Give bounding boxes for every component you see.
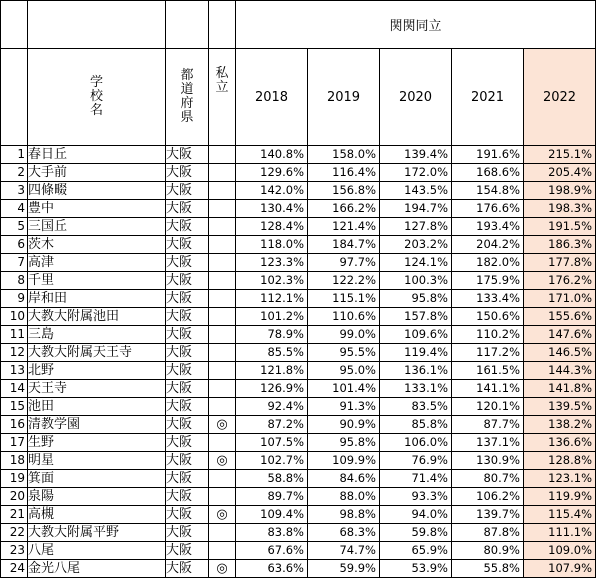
rate-cell-2018[interactable]: 118.0% (236, 236, 308, 254)
table-row (1, 344, 596, 362)
row-number-cell[interactable]: 7 (1, 254, 28, 272)
rate-cell-2019[interactable]: 98.8% (308, 506, 380, 524)
row-number-cell[interactable]: 12 (1, 344, 28, 362)
header-row-columns (1, 49, 596, 146)
rate-cell-2019[interactable]: 97.7% (308, 254, 380, 272)
private-mark-cell[interactable] (209, 434, 236, 452)
table-row (1, 362, 596, 380)
private-mark-cell[interactable] (209, 326, 236, 344)
rate-cell-2022[interactable]: 155.6% (524, 308, 596, 326)
table-row (1, 272, 596, 290)
row-number-cell[interactable]: 11 (1, 326, 28, 344)
prefecture-cell[interactable]: 大阪 (166, 524, 209, 542)
prefecture-cell[interactable]: 大阪 (166, 398, 209, 416)
rate-cell-2022[interactable]: 119.9% (524, 488, 596, 506)
table-row (1, 560, 596, 578)
rate-cell-2020[interactable]: 124.1% (380, 254, 452, 272)
rate-cell-2020[interactable]: 95.8% (380, 290, 452, 308)
school-name-cell[interactable]: 北野 (28, 362, 166, 380)
row-number-cell[interactable]: 18 (1, 452, 28, 470)
rate-cell-2021[interactable]: 117.2% (452, 344, 524, 362)
rate-cell-2019[interactable]: 95.0% (308, 362, 380, 380)
table-row (1, 470, 596, 488)
school-name-cell[interactable]: 箕面 (28, 470, 166, 488)
private-mark-cell[interactable] (209, 146, 236, 164)
rate-cell-2018[interactable]: 67.6% (236, 542, 308, 560)
rate-cell-2021[interactable]: 120.1% (452, 398, 524, 416)
rate-cell-2022[interactable]: 107.9% (524, 560, 596, 578)
rate-cell-2018[interactable]: 129.6% (236, 164, 308, 182)
private-mark-cell[interactable] (209, 290, 236, 308)
rate-cell-2021[interactable]: 193.4% (452, 218, 524, 236)
prefecture-header-text: 都 道 府 県 (180, 68, 194, 125)
private-mark-cell[interactable] (209, 272, 236, 290)
table-row (1, 200, 596, 218)
school-name-cell[interactable]: 高津 (28, 254, 166, 272)
table-row (1, 434, 596, 452)
row-number-cell[interactable]: 15 (1, 398, 28, 416)
private-mark-cell[interactable] (209, 470, 236, 488)
rate-cell-2021[interactable]: 110.2% (452, 326, 524, 344)
rate-cell-2019[interactable]: 121.4% (308, 218, 380, 236)
rate-cell-2018[interactable]: 102.3% (236, 272, 308, 290)
school-name-cell[interactable]: 生野 (28, 434, 166, 452)
row-number-cell[interactable]: 2 (1, 164, 28, 182)
school-name-cell[interactable]: 三島 (28, 326, 166, 344)
prefecture-cell[interactable]: 大阪 (166, 470, 209, 488)
rate-cell-2022[interactable]: 139.5% (524, 398, 596, 416)
rate-cell-2018[interactable]: 87.2% (236, 416, 308, 434)
rate-cell-2022[interactable]: 111.1% (524, 524, 596, 542)
private-mark-cell[interactable] (209, 524, 236, 542)
table-row (1, 506, 596, 524)
rate-cell-2018[interactable]: 78.9% (236, 326, 308, 344)
rate-cell-2019[interactable]: 59.9% (308, 560, 380, 578)
row-number-cell[interactable]: 8 (1, 272, 28, 290)
prefecture-cell[interactable]: 大阪 (166, 506, 209, 524)
private-mark-cell[interactable]: ◎ (209, 506, 236, 524)
rate-cell-2021[interactable]: 191.6% (452, 146, 524, 164)
rate-cell-2020[interactable]: 53.9% (380, 560, 452, 578)
rate-cell-2022[interactable]: 136.6% (524, 434, 596, 452)
rate-cell-2021[interactable]: 106.2% (452, 488, 524, 506)
prefecture-cell[interactable]: 大阪 (166, 344, 209, 362)
rate-cell-2018[interactable]: 102.7% (236, 452, 308, 470)
private-header[interactable] (209, 49, 236, 146)
rate-cell-2021[interactable]: 137.1% (452, 434, 524, 452)
rate-cell-2022[interactable]: 147.6% (524, 326, 596, 344)
row-number-cell[interactable]: 23 (1, 542, 28, 560)
private-mark-cell[interactable] (209, 380, 236, 398)
prefecture-cell[interactable]: 大阪 (166, 326, 209, 344)
rate-cell-2019[interactable]: 166.2% (308, 200, 380, 218)
row-number-cell[interactable]: 4 (1, 200, 28, 218)
row-number-cell[interactable]: 14 (1, 380, 28, 398)
rate-cell-2021[interactable]: 141.1% (452, 380, 524, 398)
private-mark-cell[interactable] (209, 200, 236, 218)
school-name-cell[interactable]: 茨木 (28, 236, 166, 254)
rate-cell-2019[interactable]: 184.7% (308, 236, 380, 254)
table-row (1, 524, 596, 542)
school-name-cell[interactable]: 春日丘 (28, 146, 166, 164)
school-name-cell[interactable]: 四條畷 (28, 182, 166, 200)
row-number-cell[interactable]: 13 (1, 362, 28, 380)
rate-cell-2019[interactable]: 99.0% (308, 326, 380, 344)
rate-cell-2021[interactable]: 87.7% (452, 416, 524, 434)
rate-cell-2018[interactable]: 130.4% (236, 200, 308, 218)
rate-cell-2020[interactable]: 194.7% (380, 200, 452, 218)
rate-cell-2022[interactable]: 141.8% (524, 380, 596, 398)
rate-cell-2020[interactable]: 83.5% (380, 398, 452, 416)
rate-cell-2019[interactable]: 74.7% (308, 542, 380, 560)
prefecture-cell[interactable]: 大阪 (166, 308, 209, 326)
rate-cell-2022[interactable]: 128.8% (524, 452, 596, 470)
rate-cell-2021[interactable]: 87.8% (452, 524, 524, 542)
prefecture-cell[interactable]: 大阪 (166, 542, 209, 560)
rate-cell-2020[interactable]: 109.6% (380, 326, 452, 344)
table-row (1, 416, 596, 434)
rate-cell-2021[interactable]: 130.9% (452, 452, 524, 470)
school-name-cell[interactable]: 清教学園 (28, 416, 166, 434)
prefecture-cell[interactable]: 大阪 (166, 416, 209, 434)
rate-cell-2022[interactable]: 171.0% (524, 290, 596, 308)
rate-cell-2018[interactable]: 140.8% (236, 146, 308, 164)
year-header-2021[interactable]: 2021 (452, 49, 524, 146)
table-row (1, 290, 596, 308)
school-name-cell[interactable]: 明星 (28, 452, 166, 470)
header-cell-empty (1, 49, 28, 146)
rate-cell-2019[interactable]: 101.4% (308, 380, 380, 398)
rate-cell-2019[interactable]: 95.5% (308, 344, 380, 362)
school-name-cell[interactable]: 大手前 (28, 164, 166, 182)
prefecture-cell[interactable]: 大阪 (166, 272, 209, 290)
prefecture-cell[interactable]: 大阪 (166, 236, 209, 254)
row-number-cell[interactable]: 19 (1, 470, 28, 488)
prefecture-cell[interactable]: 大阪 (166, 182, 209, 200)
rate-cell-2022[interactable]: 205.4% (524, 164, 596, 182)
rate-cell-2020[interactable]: 100.3% (380, 272, 452, 290)
private-mark-cell[interactable]: ◎ (209, 416, 236, 434)
rate-cell-2021[interactable]: 204.2% (452, 236, 524, 254)
header-row-group (1, 1, 596, 49)
private-mark-cell[interactable]: ◎ (209, 560, 236, 578)
prefecture-cell[interactable]: 大阪 (166, 488, 209, 506)
rate-cell-2018[interactable]: 121.8% (236, 362, 308, 380)
private-mark-cell[interactable] (209, 182, 236, 200)
rate-cell-2021[interactable]: 161.5% (452, 362, 524, 380)
rate-cell-2019[interactable]: 68.3% (308, 524, 380, 542)
rate-cell-2018[interactable]: 101.2% (236, 308, 308, 326)
table-row (1, 218, 596, 236)
rate-cell-2018[interactable]: 107.5% (236, 434, 308, 452)
rate-cell-2020[interactable]: 127.8% (380, 218, 452, 236)
rate-cell-2020[interactable]: 203.2% (380, 236, 452, 254)
rate-cell-2020[interactable]: 85.8% (380, 416, 452, 434)
rate-cell-2020[interactable]: 76.9% (380, 452, 452, 470)
school-name-cell[interactable]: 泉陽 (28, 488, 166, 506)
prefecture-cell[interactable]: 大阪 (166, 290, 209, 308)
rate-cell-2018[interactable]: 85.5% (236, 344, 308, 362)
rate-cell-2020[interactable]: 94.0% (380, 506, 452, 524)
row-number-cell[interactable]: 21 (1, 506, 28, 524)
rate-cell-2019[interactable]: 122.2% (308, 272, 380, 290)
rate-cell-2019[interactable]: 95.8% (308, 434, 380, 452)
row-number-cell[interactable]: 10 (1, 308, 28, 326)
rate-cell-2019[interactable]: 88.0% (308, 488, 380, 506)
year-header-2020[interactable]: 2020 (380, 49, 452, 146)
prefecture-cell[interactable]: 大阪 (166, 560, 209, 578)
school-name-cell[interactable]: 大教大附属平野 (28, 524, 166, 542)
rate-cell-2022[interactable]: 215.1% (524, 146, 596, 164)
rate-cell-2019[interactable]: 84.6% (308, 470, 380, 488)
table-row (1, 380, 596, 398)
row-number-cell[interactable]: 16 (1, 416, 28, 434)
row-number-cell[interactable]: 1 (1, 146, 28, 164)
rate-cell-2021[interactable]: 55.8% (452, 560, 524, 578)
rate-cell-2022[interactable]: 146.5% (524, 344, 596, 362)
school-name-cell[interactable]: 大教大附属池田 (28, 308, 166, 326)
rate-cell-2019[interactable]: 158.0% (308, 146, 380, 164)
prefecture-cell[interactable]: 大阪 (166, 164, 209, 182)
header-cell-empty (166, 1, 209, 49)
year-header-2018[interactable]: 2018 (236, 49, 308, 146)
rate-cell-2022[interactable]: 176.2% (524, 272, 596, 290)
rate-cell-2022[interactable]: 177.8% (524, 254, 596, 272)
private-mark-cell[interactable] (209, 542, 236, 560)
school-name-header-text: 学 校 名 (89, 75, 103, 118)
table-row (1, 488, 596, 506)
rate-cell-2020[interactable]: 93.3% (380, 488, 452, 506)
school-name-cell[interactable]: 八尾 (28, 542, 166, 560)
rate-cell-2021[interactable]: 154.8% (452, 182, 524, 200)
table-row (1, 398, 596, 416)
row-number-cell[interactable]: 5 (1, 218, 28, 236)
table-row (1, 308, 596, 326)
private-mark-cell[interactable]: ◎ (209, 452, 236, 470)
rate-cell-2018[interactable]: 112.1% (236, 290, 308, 308)
rate-cell-2018[interactable]: 58.8% (236, 470, 308, 488)
row-number-cell[interactable]: 22 (1, 524, 28, 542)
private-header-text: 私 立 (215, 66, 229, 95)
rate-cell-2022[interactable]: 144.3% (524, 362, 596, 380)
rate-cell-2020[interactable]: 106.0% (380, 434, 452, 452)
rate-cell-2022[interactable]: 138.2% (524, 416, 596, 434)
header-cell-empty (28, 1, 166, 49)
rate-cell-2019[interactable]: 90.9% (308, 416, 380, 434)
rate-cell-2019[interactable]: 91.3% (308, 398, 380, 416)
table-row (1, 182, 596, 200)
private-mark-cell[interactable] (209, 254, 236, 272)
row-number-cell[interactable]: 17 (1, 434, 28, 452)
rate-cell-2020[interactable]: 71.4% (380, 470, 452, 488)
rate-cell-2018[interactable]: 123.3% (236, 254, 308, 272)
table-row (1, 254, 596, 272)
table-row (1, 236, 596, 254)
prefecture-cell[interactable]: 大阪 (166, 434, 209, 452)
rate-cell-2021[interactable]: 139.7% (452, 506, 524, 524)
rate-cell-2019[interactable]: 115.1% (308, 290, 380, 308)
table-row (1, 164, 596, 182)
year-header-2022[interactable]: 2022 (524, 49, 596, 146)
private-mark-cell[interactable] (209, 236, 236, 254)
school-name-cell[interactable]: 豊中 (28, 200, 166, 218)
rate-cell-2019[interactable]: 156.8% (308, 182, 380, 200)
school-name-cell[interactable]: 三国丘 (28, 218, 166, 236)
rate-cell-2018[interactable]: 89.7% (236, 488, 308, 506)
rate-cell-2018[interactable]: 142.0% (236, 182, 308, 200)
rate-cell-2020[interactable]: 119.4% (380, 344, 452, 362)
school-name-cell[interactable]: 金光八尾 (28, 560, 166, 578)
private-mark-cell[interactable] (209, 488, 236, 506)
group-title-cell[interactable]: 関関同立 (236, 1, 596, 49)
prefecture-cell[interactable]: 大阪 (166, 362, 209, 380)
rate-cell-2020[interactable]: 65.9% (380, 542, 452, 560)
table-row (1, 326, 596, 344)
school-name-header[interactable] (28, 49, 166, 146)
private-mark-cell[interactable] (209, 164, 236, 182)
rate-cell-2021[interactable]: 133.4% (452, 290, 524, 308)
rate-cell-2018[interactable]: 92.4% (236, 398, 308, 416)
rate-cell-2022[interactable]: 123.1% (524, 470, 596, 488)
rate-cell-2020[interactable]: 143.5% (380, 182, 452, 200)
rate-cell-2022[interactable]: 198.3% (524, 200, 596, 218)
private-mark-cell[interactable] (209, 308, 236, 326)
prefecture-cell[interactable]: 大阪 (166, 254, 209, 272)
school-name-cell[interactable]: 大教大附属天王寺 (28, 344, 166, 362)
rate-cell-2022[interactable]: 191.5% (524, 218, 596, 236)
row-number-cell[interactable]: 6 (1, 236, 28, 254)
rate-cell-2018[interactable]: 109.4% (236, 506, 308, 524)
school-name-cell[interactable]: 千里 (28, 272, 166, 290)
rate-cell-2018[interactable]: 83.8% (236, 524, 308, 542)
header-cell-empty (1, 1, 28, 49)
school-name-cell[interactable]: 池田 (28, 398, 166, 416)
prefecture-cell[interactable]: 大阪 (166, 452, 209, 470)
rate-cell-2022[interactable]: 186.3% (524, 236, 596, 254)
school-name-cell[interactable]: 高槻 (28, 506, 166, 524)
prefecture-cell[interactable]: 大阪 (166, 380, 209, 398)
prefecture-cell[interactable]: 大阪 (166, 146, 209, 164)
rate-cell-2020[interactable]: 136.1% (380, 362, 452, 380)
private-mark-cell[interactable] (209, 344, 236, 362)
prefecture-cell[interactable]: 大阪 (166, 200, 209, 218)
row-number-cell[interactable]: 24 (1, 560, 28, 578)
rate-cell-2022[interactable]: 198.9% (524, 182, 596, 200)
table-row (1, 146, 596, 164)
table-row (1, 542, 596, 560)
row-number-cell[interactable]: 3 (1, 182, 28, 200)
rate-cell-2021[interactable]: 176.6% (452, 200, 524, 218)
rate-cell-2020[interactable]: 59.8% (380, 524, 452, 542)
prefecture-cell[interactable]: 大阪 (166, 218, 209, 236)
rate-cell-2019[interactable]: 109.9% (308, 452, 380, 470)
rate-cell-2019[interactable]: 116.4% (308, 164, 380, 182)
rate-cell-2018[interactable]: 128.4% (236, 218, 308, 236)
rate-cell-2021[interactable]: 168.6% (452, 164, 524, 182)
row-number-cell[interactable]: 20 (1, 488, 28, 506)
private-mark-cell[interactable] (209, 362, 236, 380)
private-mark-cell[interactable] (209, 398, 236, 416)
private-mark-cell[interactable] (209, 218, 236, 236)
rate-cell-2021[interactable]: 80.9% (452, 542, 524, 560)
rate-cell-2020[interactable]: 133.1% (380, 380, 452, 398)
school-name-cell[interactable]: 岸和田 (28, 290, 166, 308)
rate-cell-2021[interactable]: 175.9% (452, 272, 524, 290)
rate-cell-2019[interactable]: 110.6% (308, 308, 380, 326)
row-number-cell[interactable]: 9 (1, 290, 28, 308)
table-body (1, 146, 596, 578)
table-row (1, 452, 596, 470)
rate-cell-2021[interactable]: 80.7% (452, 470, 524, 488)
rate-cell-2021[interactable]: 150.6% (452, 308, 524, 326)
rate-cell-2021[interactable]: 182.0% (452, 254, 524, 272)
rate-cell-2020[interactable]: 157.8% (380, 308, 452, 326)
rate-cell-2022[interactable]: 115.4% (524, 506, 596, 524)
header-cell-empty (209, 1, 236, 49)
year-header-2019[interactable]: 2019 (308, 49, 380, 146)
rate-cell-2018[interactable]: 126.9% (236, 380, 308, 398)
school-name-cell[interactable]: 天王寺 (28, 380, 166, 398)
rate-cell-2018[interactable]: 63.6% (236, 560, 308, 578)
rate-cell-2020[interactable]: 139.4% (380, 146, 452, 164)
rate-cell-2020[interactable]: 172.0% (380, 164, 452, 182)
rate-cell-2022[interactable]: 109.0% (524, 542, 596, 560)
prefecture-header[interactable] (166, 49, 209, 146)
